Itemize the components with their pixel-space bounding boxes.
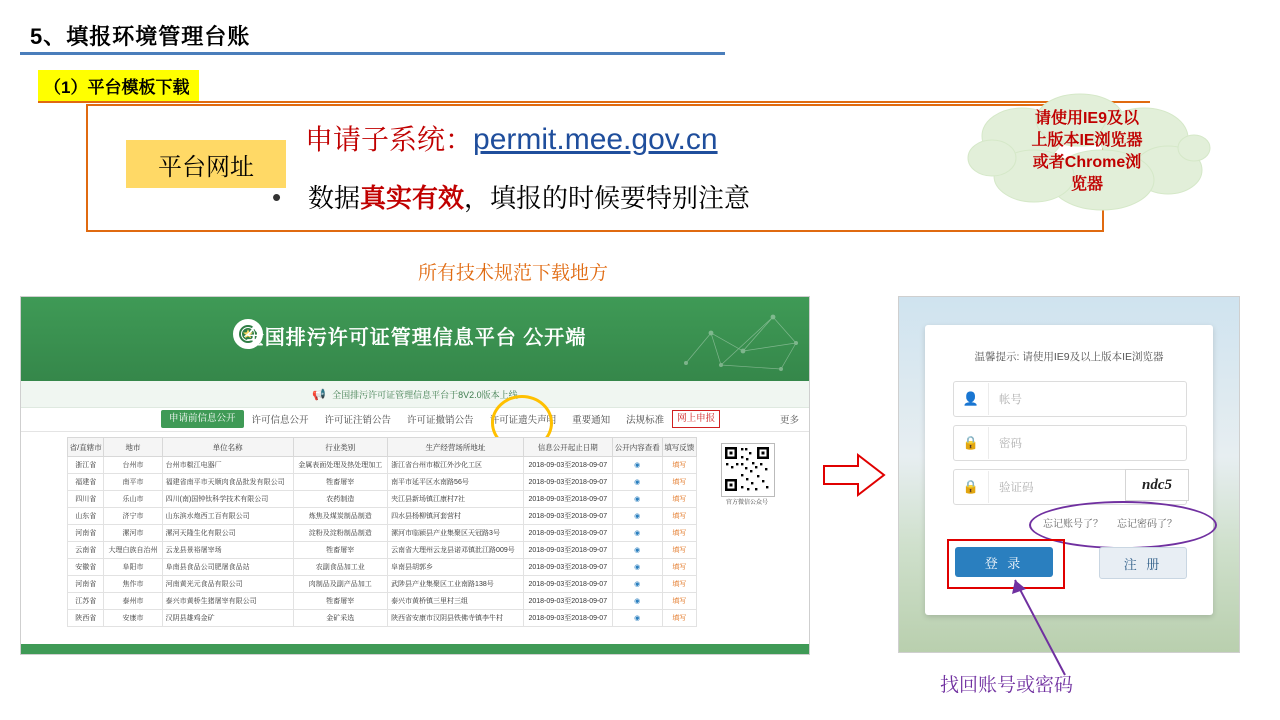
cell-2: 阜南县食品公司肥屠食品站	[162, 559, 293, 576]
megaphone-icon: 📢	[312, 388, 327, 401]
cell-view-link[interactable]	[612, 559, 662, 576]
table-row	[68, 491, 697, 508]
cell-3: 肉制品及副产品加工	[293, 576, 388, 593]
fill-link[interactable]: 填写	[672, 513, 687, 520]
cell-2: 福建省南平市天顺肉食品批发有限公司	[162, 474, 293, 491]
cell-5: 2018-09-03至2018-09-07	[523, 457, 612, 474]
cell-view-link[interactable]	[612, 610, 662, 627]
browser-requirement-text	[990, 108, 1184, 196]
note-suffix: ，填报的时候要特别注意	[464, 183, 751, 213]
cell-0: 福建省	[68, 474, 104, 491]
cell-4: 云南省大理州云龙县诺邓镇沘江路009号	[388, 542, 524, 559]
cloud-line-3: 或者Chrome浏	[1032, 154, 1142, 171]
nav-item-permit-info[interactable]: 许可信息公开	[251, 415, 309, 426]
cell-4: 阜南县胡郭乡	[388, 559, 524, 576]
cell-4: 漯河市临颍县产业集聚区天冠路3号	[388, 525, 524, 542]
permit-table	[67, 437, 697, 627]
password-field[interactable]	[953, 425, 1187, 461]
th-feedback: 填写反馈	[662, 438, 696, 457]
cell-5: 2018-09-03至2018-09-07	[523, 508, 612, 525]
site-header	[21, 297, 809, 381]
cell-fill-link[interactable]	[662, 576, 696, 593]
cell-0: 安徽省	[68, 559, 104, 576]
cell-fill-link[interactable]	[662, 542, 696, 559]
cell-3: 农药制造	[293, 491, 388, 508]
cell-2: 山东滨水炮西工百有限公司	[162, 508, 293, 525]
cell-view-link[interactable]	[612, 491, 662, 508]
site-notice-bar	[21, 381, 809, 408]
cell-fill-link[interactable]	[662, 610, 696, 627]
cell-4: 陕西省安康市汉阴县铁佛寺镇李牛村	[388, 610, 524, 627]
cell-1: 阜阳市	[104, 559, 162, 576]
cell-5: 2018-09-03至2018-09-07	[523, 542, 612, 559]
th-view: 公开内容查看	[612, 438, 662, 457]
cell-0: 云南省	[68, 542, 104, 559]
login-button[interactable]: 登 录	[955, 547, 1053, 577]
cell-1: 安康市	[104, 610, 162, 627]
cell-1: 漯河市	[104, 525, 162, 542]
eye-icon[interactable]: ◉	[634, 598, 641, 605]
captcha-image[interactable]: ndc5	[1125, 469, 1189, 501]
th-industry: 行业类别	[293, 438, 388, 457]
table-row	[68, 559, 697, 576]
bullet-marker: •	[272, 182, 282, 212]
cell-1: 台州市	[104, 457, 162, 474]
cell-0: 江苏省	[68, 593, 104, 610]
eye-icon[interactable]: ◉	[634, 513, 641, 520]
site-title: 全国排污许可证管理信息平台 公开端	[243, 327, 587, 349]
annotation-recover-account: 找回账号或密码	[940, 675, 1074, 696]
cell-0: 河南省	[68, 525, 104, 542]
nav-item-revoke-notice[interactable]: 许可证撤销公告	[407, 415, 474, 426]
eye-icon[interactable]: ◉	[634, 530, 641, 537]
cell-fill-link[interactable]	[662, 457, 696, 474]
cell-5: 2018-09-03至2018-09-07	[523, 576, 612, 593]
cell-3: 牲畜屠宰	[293, 474, 388, 491]
table-row	[68, 610, 697, 627]
eye-icon[interactable]: ◉	[634, 547, 641, 554]
site-nav	[21, 407, 809, 432]
fill-link[interactable]: 填写	[672, 615, 687, 622]
site-notice-text: 全国排污许可证管理信息平台于8V2.0版本上线	[332, 389, 518, 400]
eye-icon[interactable]: ◉	[634, 564, 641, 571]
nav-item-cancel-notice[interactable]: 许可证注销公告	[324, 415, 392, 426]
cell-view-link[interactable]	[612, 593, 662, 610]
cell-2: 四川(南)国钟钛科学技术有限公司	[162, 491, 293, 508]
th-address: 生产经营场所地址	[388, 438, 524, 457]
cell-3: 金矿采选	[293, 610, 388, 627]
th-company: 单位名称	[162, 438, 293, 457]
nav-more-link[interactable]: 更多	[779, 415, 799, 426]
table-row	[68, 525, 697, 542]
cell-3: 淀粉及淀粉制品制造	[293, 525, 388, 542]
cell-view-link[interactable]	[612, 457, 662, 474]
cell-0: 陕西省	[68, 610, 104, 627]
fill-link[interactable]: 填写	[672, 598, 687, 605]
platform-url-label: 平台网址	[126, 140, 286, 188]
cell-1: 焦作市	[104, 576, 162, 593]
cell-1: 乐山市	[104, 491, 162, 508]
cell-view-link[interactable]	[612, 508, 662, 525]
permit-url-link[interactable]: permit.mee.gov.cn	[473, 123, 718, 156]
cell-4: 浙江省台州市椒江外沙化工区	[388, 457, 524, 474]
apply-subsystem-prefix: 申请子系统：	[305, 124, 474, 155]
cell-2: 河南黄光元食品有限公司	[162, 576, 293, 593]
forgot-password-link[interactable]: 忘记密码了？	[1117, 519, 1177, 530]
nav-item-important-notice[interactable]: 重要通知	[572, 415, 611, 426]
cell-view-link[interactable]	[612, 525, 662, 542]
cell-3: 牲畜屠宰	[293, 593, 388, 610]
fill-link[interactable]: 填写	[672, 564, 687, 571]
cell-3: 农副食品加工业	[293, 559, 388, 576]
note-emphasis: 真实有效	[360, 183, 465, 213]
cell-1: 济宁市	[104, 508, 162, 525]
browser-requirement-callout	[962, 92, 1212, 212]
table-row	[68, 457, 697, 474]
forgot-account-link[interactable]: 忘记账号了？	[1043, 519, 1103, 530]
table-header-row	[68, 438, 697, 457]
cell-2: 云龙县景裕屠宰场	[162, 542, 293, 559]
annotation-tech-standards: 所有技术规范下载地方	[418, 263, 609, 284]
cell-2: 汉阴县雄鸡金矿	[162, 610, 293, 627]
cell-fill-link[interactable]	[662, 474, 696, 491]
fill-link[interactable]: 填写	[672, 462, 687, 469]
register-button[interactable]: 注 册	[1099, 547, 1187, 579]
cell-view-link[interactable]	[612, 576, 662, 593]
cell-5: 2018-09-03至2018-09-07	[523, 559, 612, 576]
account-placeholder: 帐号	[999, 394, 1022, 406]
table-row	[68, 542, 697, 559]
cell-1: 大理白族自治州	[104, 542, 162, 559]
cell-view-link[interactable]	[612, 474, 662, 491]
eye-icon[interactable]: ◉	[634, 581, 641, 588]
captcha-placeholder: 验证码	[999, 482, 1034, 494]
nav-item-lost-statement[interactable]: 许可证遗失声明	[489, 415, 557, 426]
fill-link[interactable]: 填写	[672, 496, 687, 503]
eye-icon[interactable]: ◉	[634, 615, 641, 622]
nav-item-online-declare[interactable]: 网上申报	[672, 410, 720, 428]
cell-5: 2018-09-03至2018-09-07	[523, 610, 612, 627]
cloud-line-1: 请使用IE9及以	[1034, 110, 1140, 127]
table-row	[68, 508, 697, 525]
page-title: 5、填报环境管理台账	[30, 24, 251, 49]
wechat-qr-code	[721, 443, 775, 497]
note-prefix: 数据	[308, 183, 361, 213]
cell-fill-link[interactable]	[662, 593, 696, 610]
cell-fill-link[interactable]	[662, 525, 696, 542]
password-placeholder: 密码	[999, 438, 1022, 450]
table-row	[68, 593, 697, 610]
cell-fill-link[interactable]	[662, 491, 696, 508]
fill-link[interactable]: 填写	[672, 530, 687, 537]
th-province: 省/直辖市	[68, 438, 104, 457]
th-period: 信息公开起止日期	[523, 438, 612, 457]
th-city: 地市	[104, 438, 162, 457]
shield-icon: 🔒	[954, 471, 989, 503]
eye-icon[interactable]: ◉	[634, 479, 641, 486]
cell-4: 四水县杨柳镇河套营村	[388, 508, 524, 525]
lock-icon: 🔒	[954, 427, 989, 459]
cell-5: 2018-09-03至2018-09-07	[523, 525, 612, 542]
cell-5: 2018-09-03至2018-09-07	[523, 474, 612, 491]
cell-view-link[interactable]	[612, 542, 662, 559]
cell-2: 漯河天隆生化有限公司	[162, 525, 293, 542]
fill-link[interactable]: 填写	[672, 479, 687, 486]
table-row	[68, 576, 697, 593]
cell-4: 泰兴市黄桥镇三里村三组	[388, 593, 524, 610]
apply-subsystem-line	[305, 118, 718, 158]
cell-fill-link[interactable]	[662, 508, 696, 525]
table-row	[68, 474, 697, 491]
cloud-line-2: 上版本IE浏览器	[1031, 132, 1143, 149]
cell-1: 泰州市	[104, 593, 162, 610]
user-icon: 👤	[954, 383, 989, 415]
cell-3: 牲畜屠宰	[293, 542, 388, 559]
cell-2: 泰兴市黄桥生猪屠宰有限公司	[162, 593, 293, 610]
login-browser-tip: 温馨提示: 请使用IE9及以上版本IE浏览器	[974, 351, 1164, 363]
cell-5: 2018-09-03至2018-09-07	[523, 491, 612, 508]
fill-link[interactable]: 填写	[672, 581, 687, 588]
cell-0: 浙江省	[68, 457, 104, 474]
cell-5: 2018-09-03至2018-09-07	[523, 593, 612, 610]
fill-link[interactable]: 填写	[672, 547, 687, 554]
cell-2: 台州市椒江电器厂	[162, 457, 293, 474]
cell-3: 炼焦及煤炭制品制造	[293, 508, 388, 525]
site-footer-bar	[21, 644, 809, 654]
cloud-line-4: 览器	[1070, 176, 1103, 193]
flow-arrow-icon	[822, 452, 886, 498]
cell-0: 四川省	[68, 491, 104, 508]
nav-item-apply-info[interactable]: 申请前信息公开	[161, 410, 244, 428]
cell-0: 河南省	[68, 576, 104, 593]
cell-4: 夹江县新场镇江康村7社	[388, 491, 524, 508]
eye-icon[interactable]: ◉	[634, 496, 641, 503]
nav-item-regulations[interactable]: 法规标准	[626, 415, 665, 426]
data-validity-note	[308, 178, 750, 215]
cell-4: 南平市延平区水南路56号	[388, 474, 524, 491]
account-field[interactable]	[953, 381, 1187, 417]
cell-3: 金属表面处理及热处理加工	[293, 457, 388, 474]
annotation-pointer-line	[880, 540, 1080, 680]
eye-icon[interactable]: ◉	[634, 462, 641, 469]
qr-caption: 官方微信公众号	[725, 500, 768, 506]
cell-0: 山东省	[68, 508, 104, 525]
public-platform-screenshot	[20, 296, 810, 655]
section-subtitle: （1）平台模板下载	[38, 70, 199, 102]
cell-fill-link[interactable]	[662, 559, 696, 576]
cell-1: 南平市	[104, 474, 162, 491]
title-divider	[20, 52, 725, 55]
cell-4: 武陟县产业集聚区工业南路138号	[388, 576, 524, 593]
